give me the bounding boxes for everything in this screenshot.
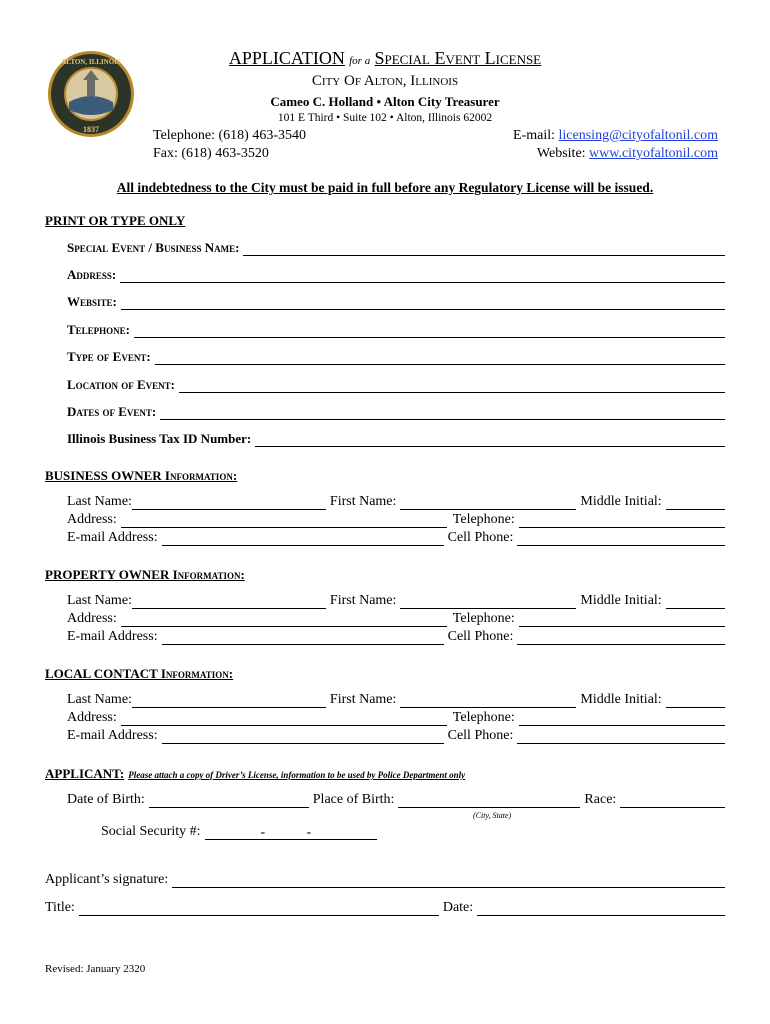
svg-text:ALTON, ILLINOIS: ALTON, ILLINOIS — [61, 58, 121, 66]
form-title: APPLICATION for a Special Event License — [228, 48, 542, 68]
city-state-hint: (City, State) — [473, 811, 512, 820]
lc-middle-initial-input[interactable] — [666, 696, 725, 708]
po-address-row: Address: Telephone: — [67, 611, 725, 627]
po-address-input[interactable] — [121, 615, 447, 627]
telephone-text: Telephone: (618) 463-3540 — [153, 128, 306, 143]
address-input[interactable] — [120, 271, 725, 283]
business-name-input[interactable] — [243, 244, 725, 256]
property-owner-heading: PROPERTY OWNER Information: — [45, 567, 245, 582]
race-input[interactable] — [620, 796, 725, 808]
print-only-heading: PRINT OR TYPE ONLY — [45, 213, 186, 228]
bo-last-name-input[interactable] — [132, 498, 326, 510]
field-address: Address: — [67, 267, 725, 283]
date-input[interactable] — [477, 904, 725, 916]
po-email-row: E-mail Address: Cell Phone: — [67, 629, 725, 645]
online-block — [513, 127, 718, 163]
website-link[interactable]: www.cityofaltonil.com — [589, 146, 718, 161]
field-website: Website: — [67, 294, 725, 310]
bo-telephone-input[interactable] — [519, 516, 725, 528]
event-location-input[interactable] — [179, 381, 725, 393]
po-cell-input[interactable] — [517, 633, 725, 645]
event-type-input[interactable] — [155, 353, 725, 365]
po-name-row: Last Name: First Name: Middle Initial: — [67, 593, 725, 609]
lc-telephone-input[interactable] — [519, 714, 725, 726]
website-line: Website: www.cityofaltonil.com — [536, 146, 718, 161]
title-input[interactable] — [79, 904, 439, 916]
office-address: 101 E Third • Suite 102 • Alton, Illinois 62002 — [277, 112, 493, 124]
fax-text: Fax: (618) 463-3520 — [153, 146, 269, 161]
po-last-name-input[interactable] — [132, 597, 326, 609]
revised-date: Revised: January 2320 — [45, 963, 146, 975]
lc-email-row: E-mail Address: Cell Phone: — [67, 728, 725, 744]
ssn-row: Social Security #: - - — [101, 824, 377, 840]
email-link[interactable]: licensing@cityofaltonil.com — [558, 128, 718, 143]
po-middle-initial-input[interactable] — [666, 597, 725, 609]
telephone-input[interactable] — [134, 326, 725, 338]
ssn-dash-2: - — [306, 825, 312, 840]
applicant-heading-row — [45, 765, 465, 783]
field-event-dates: Dates of Event: — [67, 404, 725, 420]
field-telephone: Telephone: — [67, 322, 725, 338]
bo-email-row: E-mail Address: Cell Phone: — [67, 530, 725, 546]
signature-input[interactable] — [172, 876, 725, 888]
event-dates-input[interactable] — [160, 408, 725, 420]
bo-email-input[interactable] — [162, 534, 444, 546]
dob-input[interactable] — [149, 796, 309, 808]
applicant-heading: APPLICANT: — [45, 766, 125, 781]
po-telephone-input[interactable] — [519, 615, 725, 627]
tax-id-input[interactable] — [255, 435, 725, 447]
bo-name-row: Last Name: First Name: Middle Initial: — [67, 494, 725, 510]
field-event-location: Location of Event: — [67, 377, 725, 393]
local-contact-heading: LOCAL CONTACT Information: — [45, 666, 234, 681]
ssn-input[interactable] — [205, 825, 377, 840]
lc-email-input[interactable] — [162, 732, 444, 744]
applicant-note: Please attach a copy of Driver’s License, information to be used by Police Department only — [128, 770, 466, 780]
field-event-type: Type of Event: — [67, 349, 725, 365]
phone-block — [153, 127, 306, 163]
field-business-name: Special Event / Business Name: — [67, 240, 725, 256]
lc-first-name-input[interactable] — [400, 696, 576, 708]
business-owner-heading: BUSINESS OWNER Information: — [45, 468, 238, 483]
bo-address-row: Address: Telephone: — [67, 512, 725, 528]
lc-last-name-input[interactable] — [132, 696, 326, 708]
bo-address-input[interactable] — [121, 516, 447, 528]
bo-middle-initial-input[interactable] — [666, 498, 725, 510]
field-tax-id: Illinois Business Tax ID Number: — [67, 431, 725, 447]
signature-row: Applicant’s signature: — [45, 872, 725, 888]
po-email-input[interactable] — [162, 633, 444, 645]
lc-address-input[interactable] — [121, 714, 447, 726]
website-input[interactable] — [121, 298, 725, 310]
bo-first-name-input[interactable] — [400, 498, 576, 510]
lc-name-row: Last Name: First Name: Middle Initial: — [67, 692, 725, 708]
ssn-dash-1: - — [260, 825, 266, 840]
city-name: City Of Alton, Illinois — [311, 73, 459, 89]
lc-cell-input[interactable] — [517, 732, 725, 744]
po-first-name-input[interactable] — [400, 597, 576, 609]
applicant-birth-row: Date of Birth: Place of Birth: Race: — [67, 792, 725, 808]
email-line: E-mail: licensing@cityofaltonil.com — [513, 128, 718, 143]
title-date-row: Title: Date: — [45, 900, 725, 916]
lc-address-row: Address: Telephone: — [67, 710, 725, 726]
bo-cell-input[interactable] — [517, 534, 725, 546]
indebtedness-notice: All indebtedness to the City must be paid in full before any Regulatory License will be issued. — [116, 180, 654, 195]
seal-year: 1837 — [83, 125, 99, 134]
pob-input[interactable] — [398, 796, 580, 808]
treasurer-line: Cameo C. Holland • Alton City Treasurer — [270, 94, 500, 109]
